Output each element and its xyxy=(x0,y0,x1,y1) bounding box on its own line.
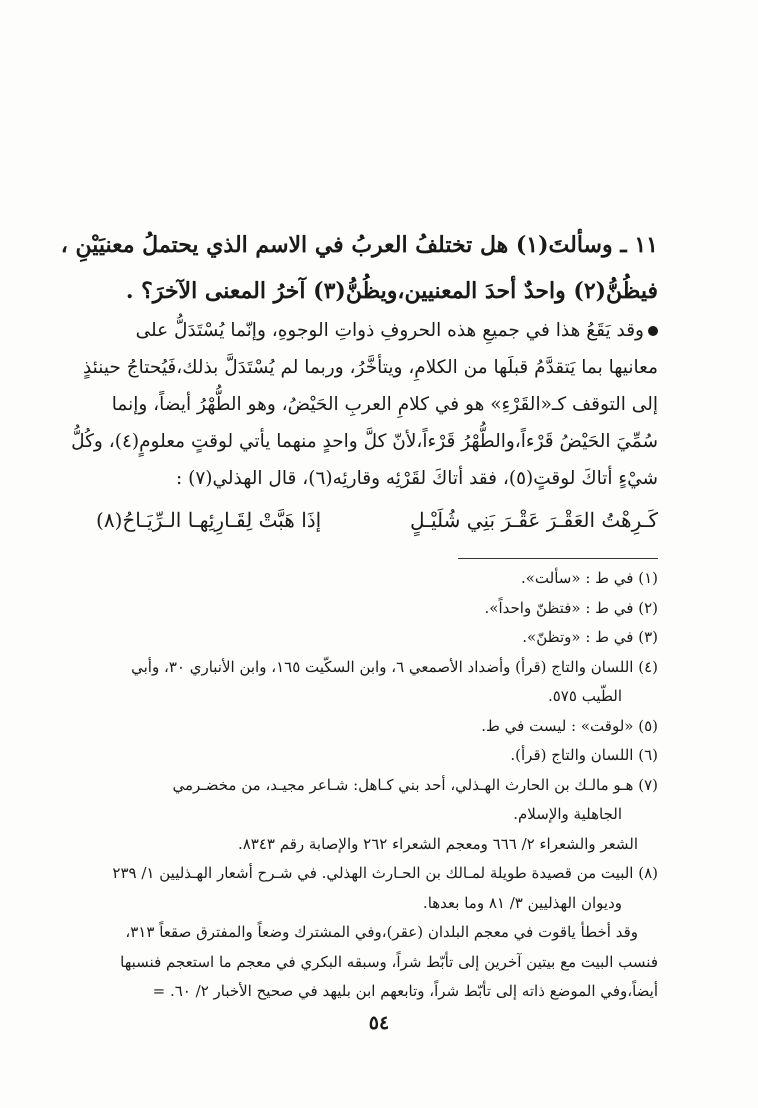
footnote-7-line-3: الشعر والشعراء ٢/ ٦٦٦ ومعجم الشعراء ٢٦٢ والإصابة رقم ٨٣٤٣. xyxy=(237,834,638,853)
footnote-2-text: (٢) في ط : «فتظنّ واحداً». xyxy=(484,598,658,617)
bullet-icon xyxy=(648,326,658,336)
footnote-6 xyxy=(96,741,658,771)
footnote-8 xyxy=(96,859,658,1007)
footnote-5 xyxy=(96,712,658,742)
poetry-verse xyxy=(96,503,658,537)
page-number: ٥٤ xyxy=(368,1012,390,1034)
footnote-4 xyxy=(96,653,658,712)
footnote-7-line-1: (٧) هـو مالـك بن الحارث الهـذلي، أحد بني كـاهل: شـاعر مجيـد، من مخضـرمي xyxy=(172,775,658,794)
footnote-6-text: (٦) اللسان والتاج (قرأ). xyxy=(510,746,658,764)
verse-second-hemistich: إذَا هَبَّتْ لِقَـارِئِهـا الـرِّيَـاحُ(٨) xyxy=(96,508,322,532)
footnote-3 xyxy=(96,623,658,653)
body-line-5: شيْءٍ أتاكَ لوقتٍ(٥)، فقد أتاكَ لقَرْئِه وقارئِه(٦)، قال الهذلي(٧) : xyxy=(175,468,658,489)
footnote-1-text: (١) في ط : «سألت». xyxy=(520,569,658,587)
body-line-3: إلى التوقف كـ«القَرْءِ» هو في كلامِ العربِ الحَيْضُ، وهو الطُّهْرُ أيضاً، وإنما xyxy=(111,394,658,415)
footnote-8-line-4: فنسب البيت مع بيتين آخرين إلى تأبّط شراً، وسبقه البكري في معجم ما استعجم فنسبها xyxy=(120,952,658,971)
footnote-8-line-5: أيضاً،وفي الموضع ذاته إلى تأبّط شراً، وتابعهم ابن بليهد في صحيح الأخبار ٢/ ٦٠. = xyxy=(152,982,658,1000)
footnote-2 xyxy=(96,594,658,624)
question-heading xyxy=(60,222,658,314)
footnote-5-text: (٥) «لوقت» : ليست في ط. xyxy=(481,716,658,735)
footnote-4-line-2: الطّيب ٥٧٥. xyxy=(547,687,622,705)
footnotes xyxy=(96,564,658,1007)
footnote-divider xyxy=(458,558,658,559)
verse-first-hemistich: كَـرِهْتُ العَقْـرَ عَقْـرَ بَنِي شُلَيْـلٍ xyxy=(410,508,658,532)
footnote-7 xyxy=(96,771,658,860)
body-paragraph xyxy=(71,312,658,497)
footnote-8-line-2: وديوان الهذليين ٣/ ٨١ وما بعدها. xyxy=(422,893,622,912)
footnote-7-line-2: الجاهلية والإسلام. xyxy=(513,805,622,823)
footnote-8-line-3: وقد أخطأ ياقوت في معجم البلدان (عقر)،وفي المشترك وضعاً والمفترق صقعاً ٣١٣، xyxy=(125,923,638,941)
question-line-2: فيظُنُّ(٢) واحدٌ أحدَ المعنيين،ويظُنُّ(٣) آخرُ المعنى الآخرَ؟ . xyxy=(125,278,658,304)
body-line-2: معانيها بما يَتقدَّمُ قبلَها من الكلامِ، ويتأخَّرُ، وربما لم يُسْتَدَلَّ بذلك،فَيُحتاجُ حينئذٍ xyxy=(82,357,658,378)
footnote-4-line-1: (٤) اللسان والتاج (قرأ) وأضداد الأصمعي ٦، وابن السكّيت ١٦٥، وابن الأنباري ٣٠، وأبي xyxy=(131,657,658,676)
body-line-1 xyxy=(98,312,658,349)
question-line-1: ١١ ـ وسألتَ(١) هل تختلفُ العربُ في الاسم الذي يحتملُ معنيَيْنِ ، xyxy=(60,232,658,258)
body-line-4: سُمِّيَ الحَيْضُ قَرْءاً،والطُّهْرُ قَرْءاً،لأنّ كلَّ واحدٍ منهما يأتي لوقتٍ معلومٍ(٤)، وكُلُّ xyxy=(71,431,658,452)
footnote-1 xyxy=(96,564,658,594)
footnote-3-text: (٣) في ط : «وتظنّ». xyxy=(522,628,658,646)
body-line-1-text: وقد يَقَعُ هذا في جميعِ هذه الحروفِ ذواتِ الوجوهِ، وإنّما يُسْتَدَلُّ على xyxy=(135,320,644,341)
footnote-8-line-1: (٨) البيت من قصيدة طويلة لمـالك بن الحـارث الهذلي. في شـرح أشعار الهـذليين ١/ ٢٣٩ xyxy=(112,864,658,882)
